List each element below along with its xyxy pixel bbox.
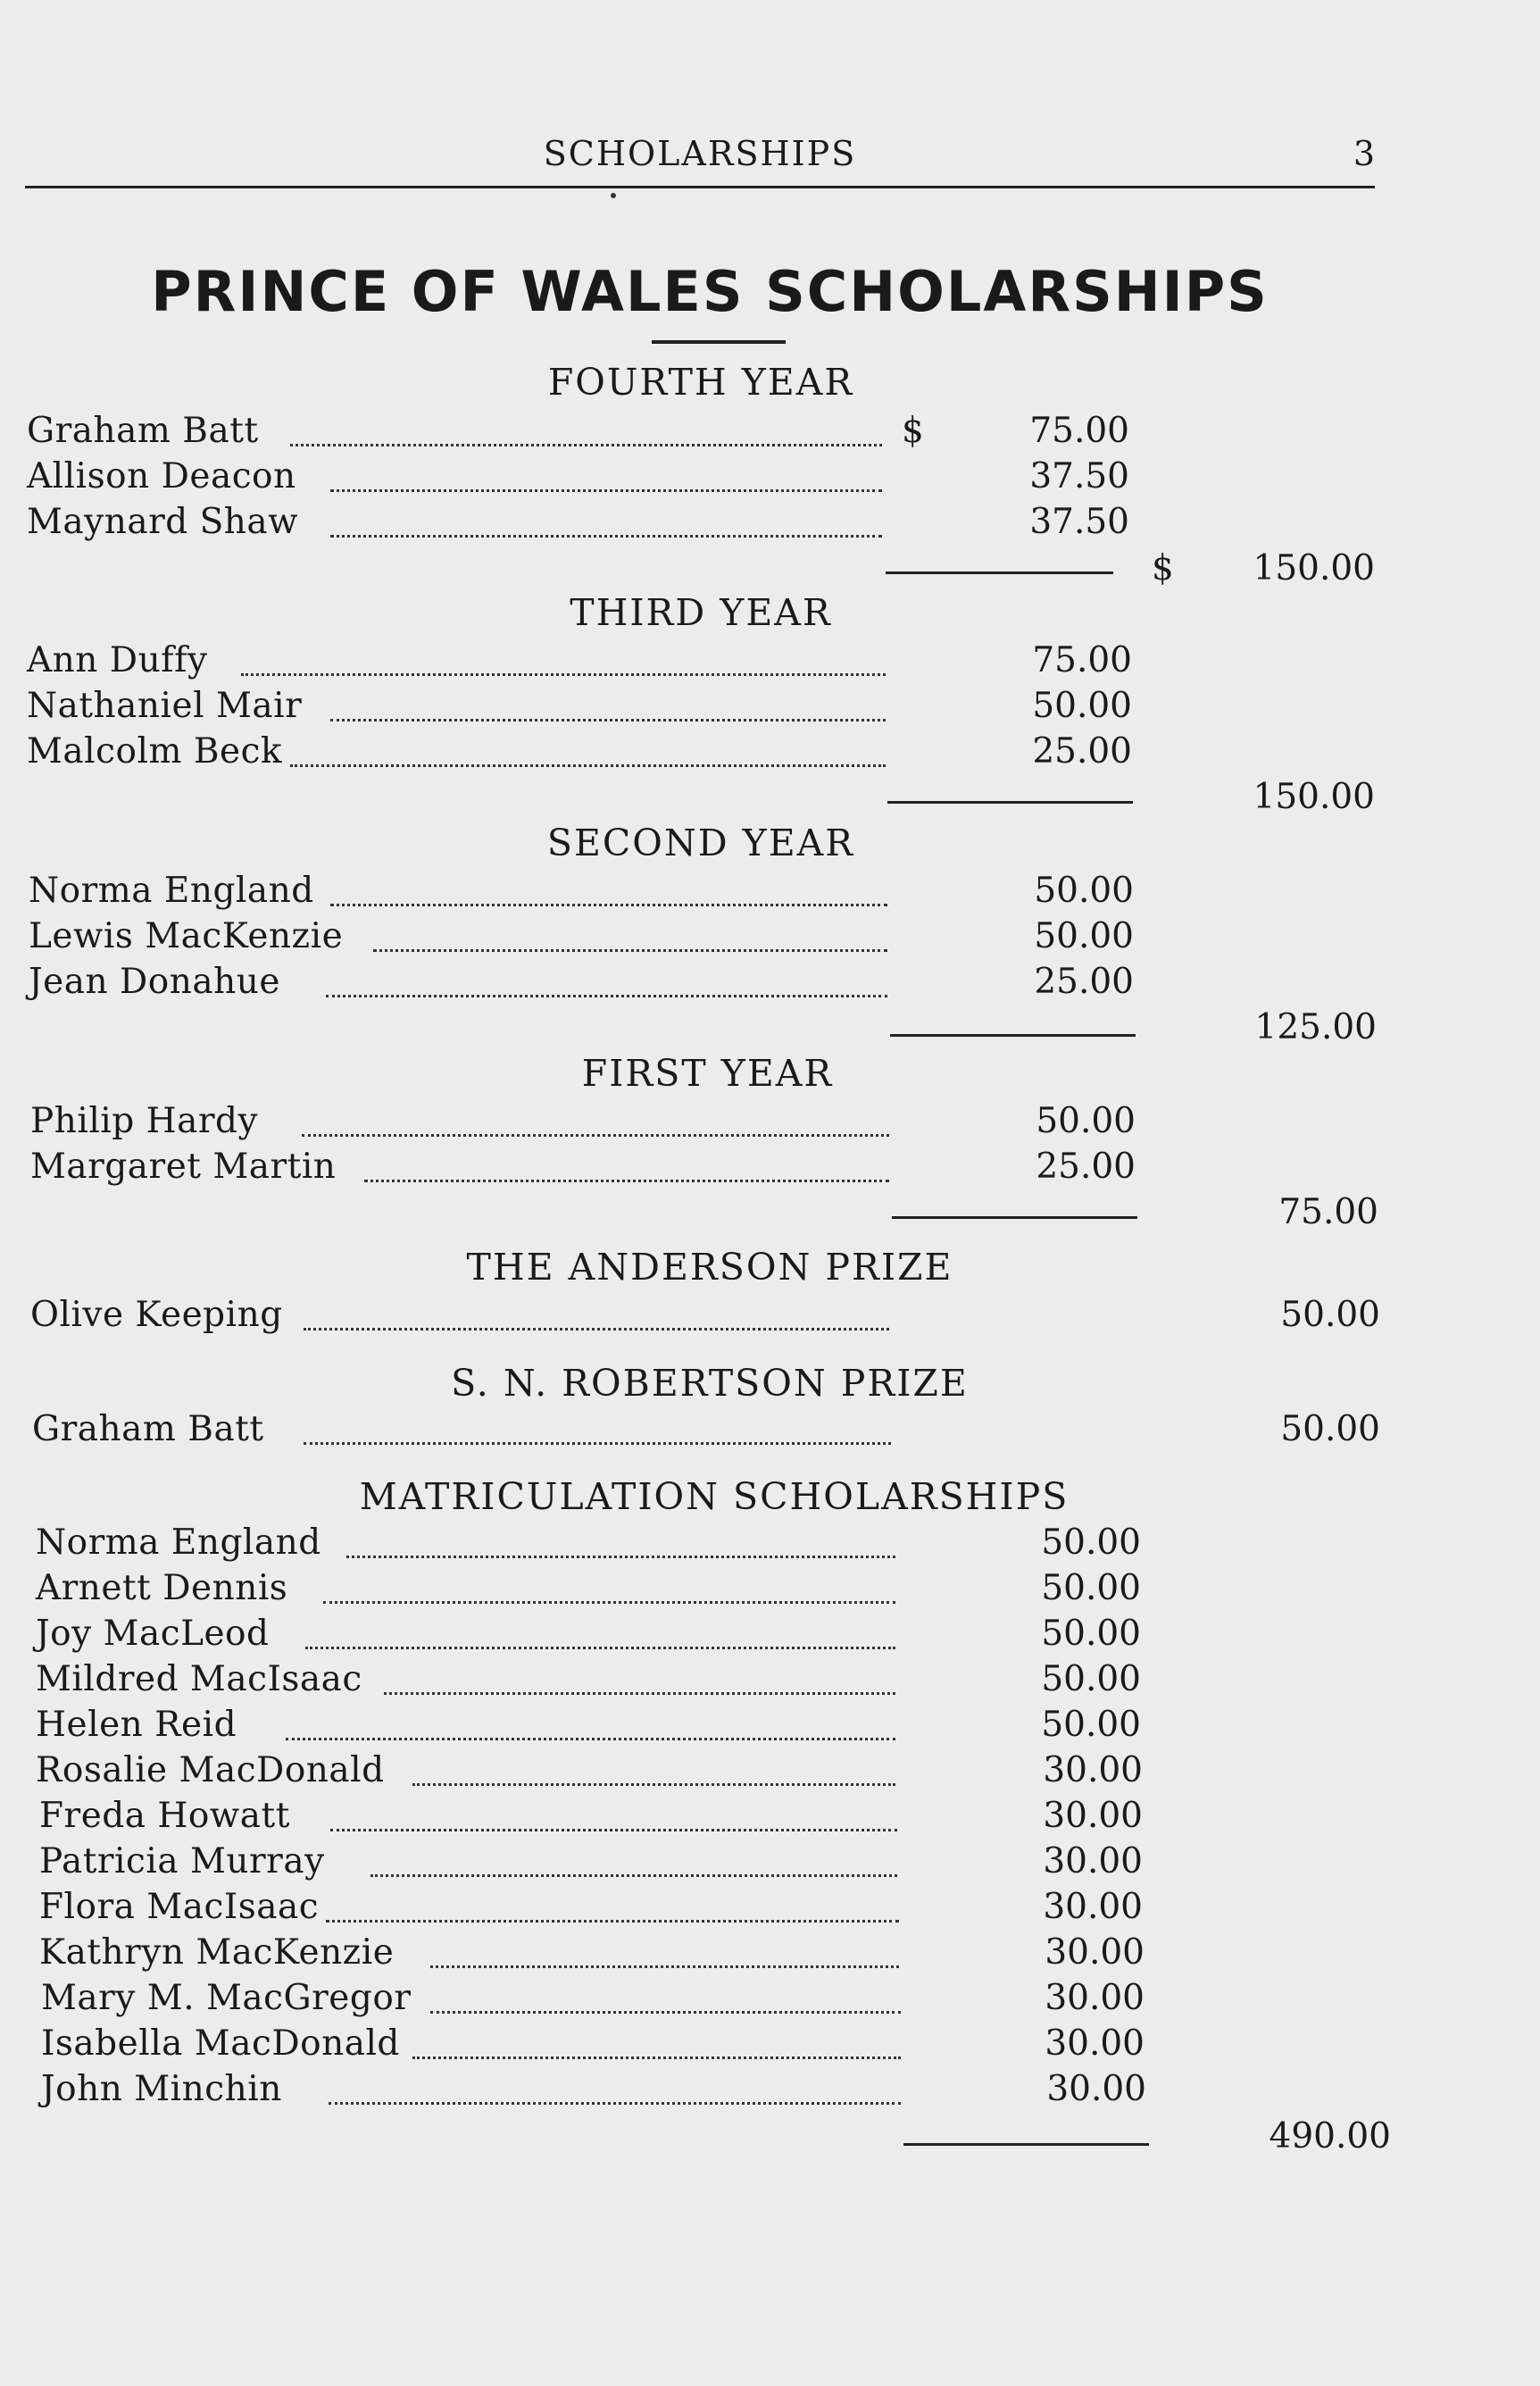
currency-symbol: $ — [902, 411, 924, 451]
entry-name: John Minchin — [41, 2069, 282, 2109]
section-heading-fourth-year: FOURTH YEAR — [547, 361, 854, 404]
dot-leader — [373, 949, 887, 952]
entry-amount: 50.00 — [1280, 1295, 1380, 1335]
entry-amount: 30.00 — [1045, 1932, 1145, 1973]
page-title: PRINCE OF WALES SCHOLARSHIPS — [151, 259, 1269, 324]
entry-amount: 30.00 — [1043, 1887, 1143, 1927]
section-heading-first-year: FIRST YEAR — [581, 1052, 834, 1095]
entry-name: Arnett Dennis — [36, 1568, 288, 1608]
page-number: 3 — [1353, 134, 1375, 173]
entry-amount: 75.00 — [1029, 411, 1129, 451]
entry-amount: 25.00 — [1032, 731, 1132, 772]
entry-name: Norma England — [36, 1523, 321, 1563]
entry-name: Ann Duffy — [27, 640, 208, 680]
title-underline — [652, 340, 786, 344]
entry-amount: 25.00 — [1034, 962, 1134, 1002]
entry-amount: 50.00 — [1041, 1568, 1141, 1608]
section-total: 125.00 — [1254, 1007, 1377, 1047]
dot-leader — [286, 1738, 895, 1740]
entry-name: Helen Reid — [36, 1705, 237, 1745]
dot-leader — [323, 1601, 895, 1604]
dot-leader — [290, 444, 882, 446]
entry-amount: 30.00 — [1043, 1841, 1143, 1881]
entry-amount: 50.00 — [1041, 1523, 1141, 1563]
section-heading-robertson-prize: S. N. ROBERTSON PRIZE — [451, 1362, 969, 1405]
entry-amount: 50.00 — [1041, 1659, 1141, 1699]
entry-amount: 37.50 — [1029, 456, 1129, 496]
entry-amount: 25.00 — [1036, 1147, 1136, 1187]
entry-name: Patricia Murray — [39, 1841, 325, 1881]
subtotal-rule — [903, 2143, 1149, 2146]
subtotal-rule — [886, 571, 1113, 574]
section-total: 75.00 — [1278, 1192, 1378, 1232]
subtotal-rule — [892, 1216, 1137, 1219]
entry-name: Graham Batt — [32, 1409, 264, 1449]
dot-leader — [304, 1442, 891, 1445]
entry-amount: 37.50 — [1029, 502, 1129, 542]
entry-amount: 50.00 — [1280, 1409, 1380, 1449]
entry-name: Jean Donahue — [29, 962, 280, 1002]
section-heading-second-year: SECOND YEAR — [546, 822, 855, 864]
dot-leader — [430, 1965, 899, 1968]
dot-leader — [330, 1829, 897, 1831]
entry-name: Maynard Shaw — [27, 502, 299, 542]
subtotal-rule — [890, 1034, 1136, 1037]
dot-leader — [364, 1180, 889, 1182]
entry-name: Joy MacLeod — [36, 1614, 270, 1654]
dot-leader — [330, 489, 882, 492]
running-header — [25, 134, 1375, 188]
entry-name: Allison Deacon — [27, 456, 296, 496]
entry-name: Mary M. MacGregor — [41, 1978, 412, 2018]
dot-leader — [305, 1647, 895, 1649]
section-total: 150.00 — [1253, 777, 1375, 817]
entry-name: Graham Batt — [27, 411, 259, 451]
section-heading-anderson-prize: THE ANDERSON PRIZE — [466, 1246, 953, 1289]
section-total: 150.00 — [1253, 548, 1375, 588]
dot-leader — [326, 995, 887, 997]
entry-amount: 75.00 — [1032, 640, 1132, 680]
section-total: 490.00 — [1269, 2116, 1391, 2157]
ink-dot — [611, 193, 616, 198]
entry-amount: 50.00 — [1032, 686, 1132, 726]
entry-amount: 30.00 — [1043, 1796, 1143, 1836]
dot-leader — [304, 1328, 889, 1331]
entry-amount: 50.00 — [1041, 1705, 1141, 1745]
entry-name: Nathaniel Mair — [27, 686, 303, 726]
entry-name: Kathryn MacKenzie — [39, 1932, 395, 1973]
entry-amount: 30.00 — [1045, 1978, 1145, 2018]
dot-leader — [326, 1920, 899, 1923]
entry-amount: 50.00 — [1041, 1614, 1141, 1654]
entry-name: Margaret Martin — [30, 1147, 337, 1187]
dot-leader — [430, 2011, 901, 2014]
entry-amount: 30.00 — [1046, 2069, 1146, 2109]
entry-amount: 50.00 — [1036, 1101, 1136, 1141]
dot-leader — [302, 1134, 889, 1137]
entry-amount: 30.00 — [1043, 1750, 1143, 1790]
section-heading-third-year: THIRD YEAR — [570, 591, 832, 634]
dot-leader — [412, 2056, 901, 2059]
entry-name: Malcolm Beck — [27, 731, 283, 772]
entry-name: Lewis MacKenzie — [29, 916, 344, 956]
entry-amount: 30.00 — [1045, 2023, 1145, 2064]
dot-leader — [330, 719, 886, 722]
entry-name: Freda Howatt — [39, 1796, 290, 1836]
entry-name: Rosalie MacDonald — [36, 1750, 385, 1790]
subtotal-rule — [887, 801, 1133, 804]
dot-leader — [329, 2102, 901, 2105]
dot-leader — [384, 1692, 895, 1695]
dot-leader — [290, 764, 886, 767]
dot-leader — [330, 535, 882, 538]
entry-name: Flora MacIsaac — [39, 1887, 320, 1927]
dot-leader — [241, 673, 886, 676]
entry-name: Olive Keeping — [30, 1295, 283, 1335]
entry-amount: 50.00 — [1034, 916, 1134, 956]
section-heading-matriculation: MATRICULATION SCHOLARSHIPS — [359, 1475, 1070, 1518]
entry-name: Isabella MacDonald — [41, 2023, 400, 2064]
entry-name: Norma England — [29, 871, 314, 911]
entry-name: Philip Hardy — [30, 1101, 259, 1141]
entry-amount: 50.00 — [1034, 871, 1134, 911]
dot-leader — [412, 1783, 895, 1786]
currency-symbol: $ — [1152, 548, 1174, 588]
dot-leader — [346, 1556, 895, 1558]
entry-name: Mildred MacIsaac — [36, 1659, 362, 1699]
dot-leader — [330, 904, 887, 906]
dot-leader — [370, 1874, 897, 1877]
running-title: SCHOLARSHIPS — [543, 134, 857, 173]
